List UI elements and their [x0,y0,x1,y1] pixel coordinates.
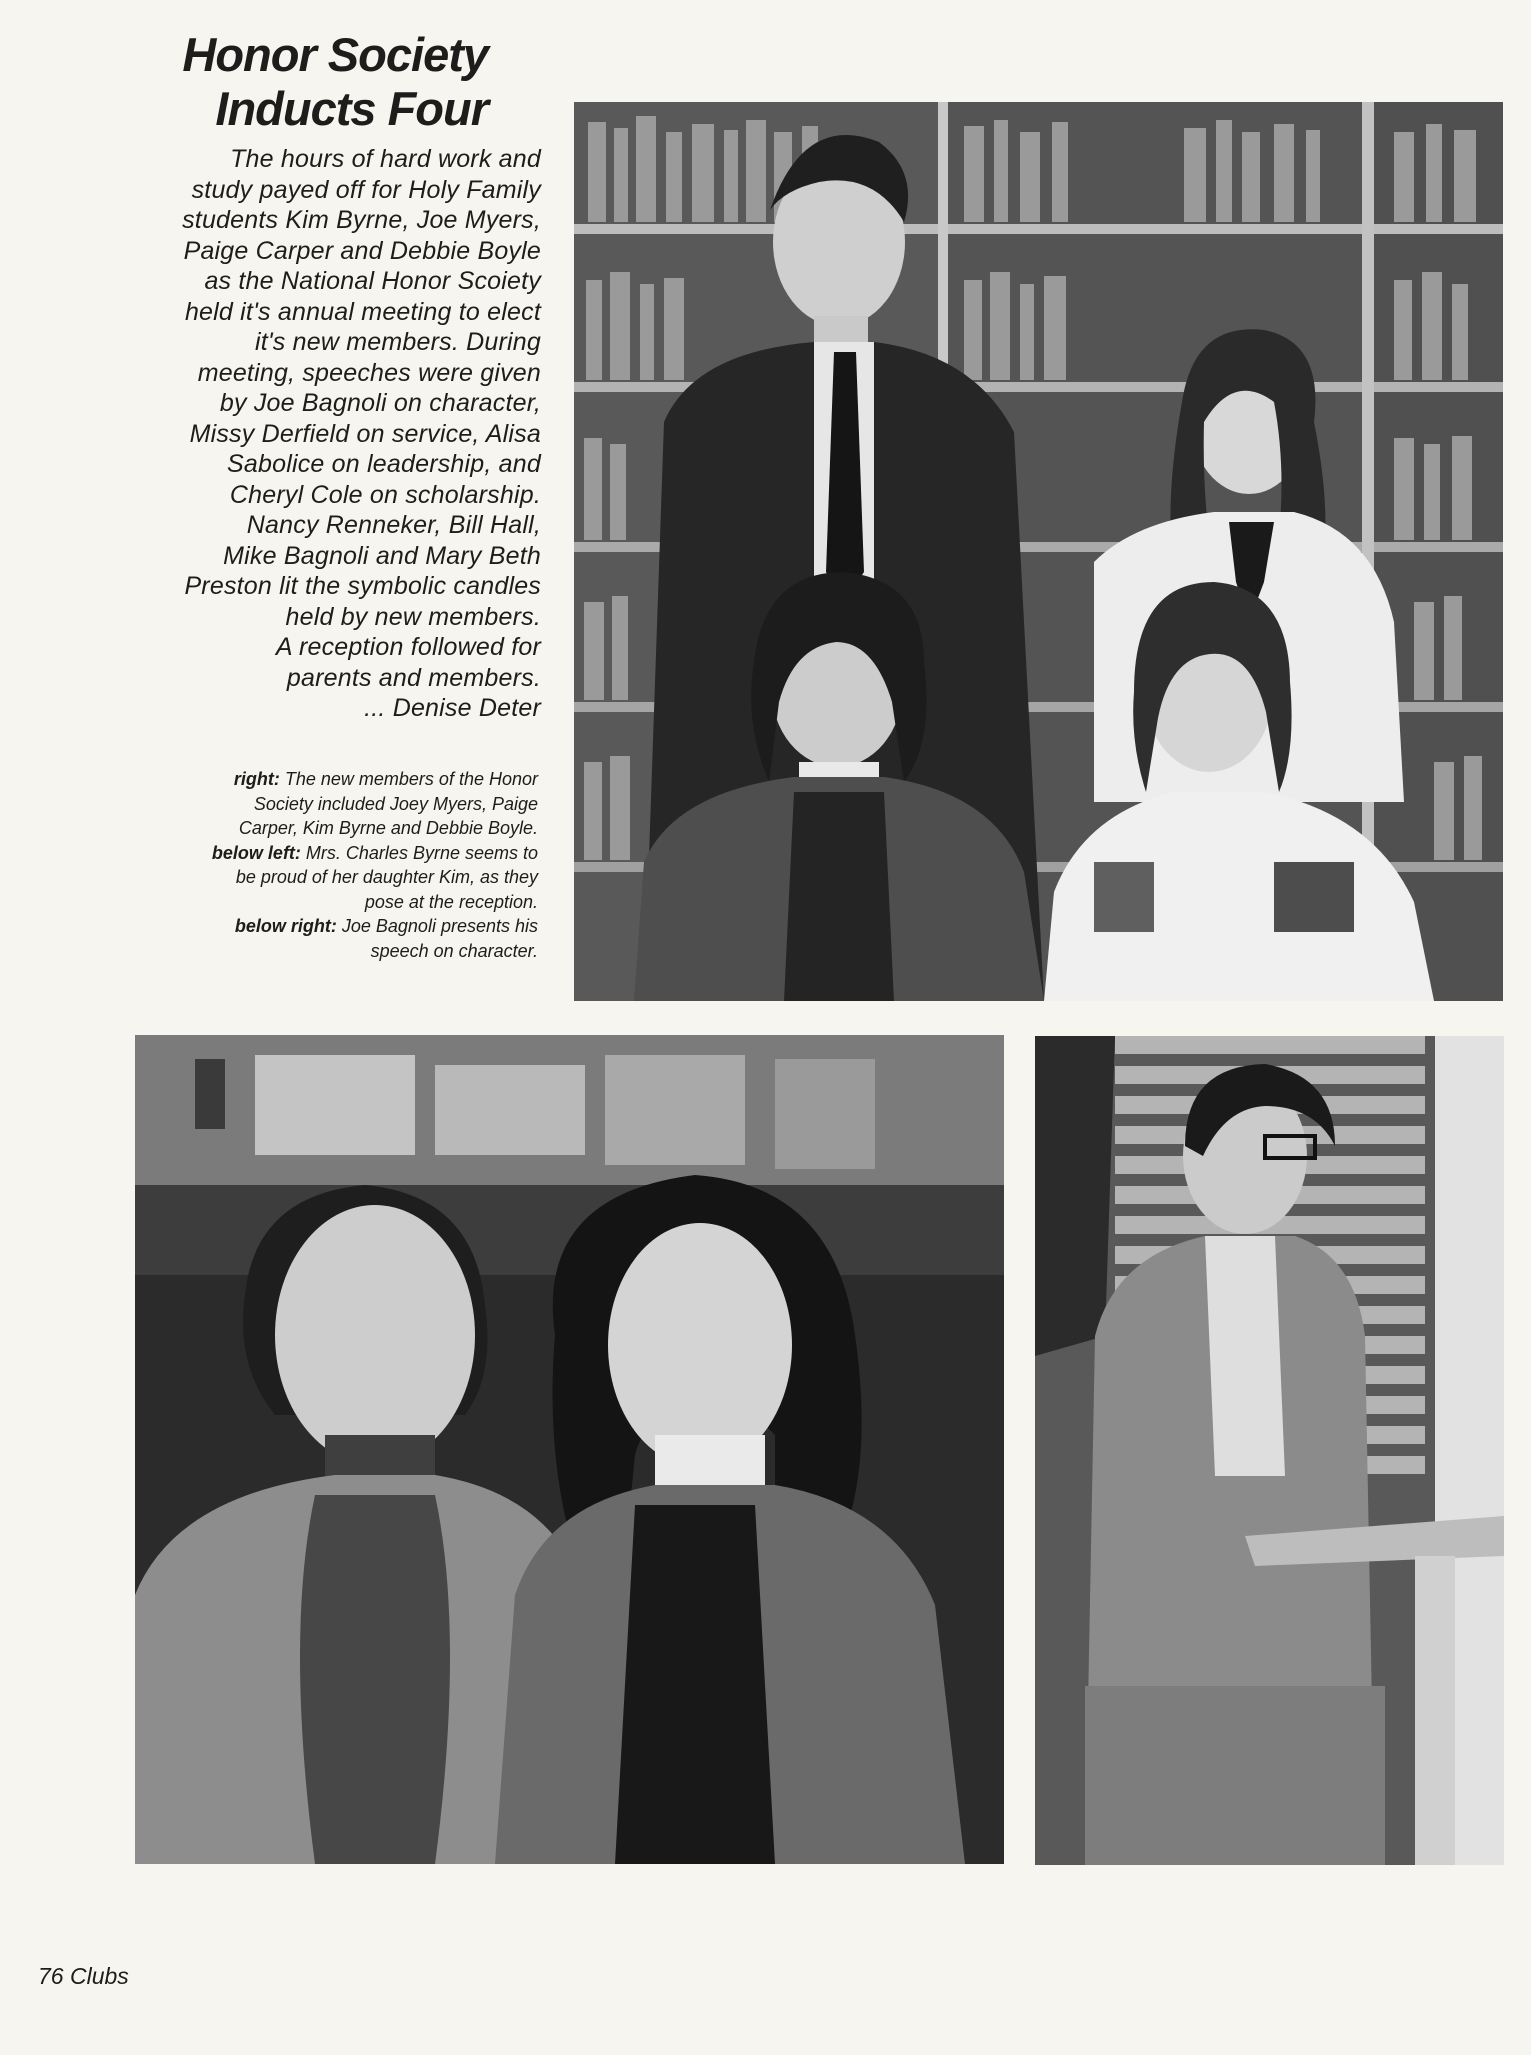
story-line: by Joe Bagnoli on character, [219,389,541,417]
caption-line [68,767,538,792]
caption-text: speech on character. [370,940,538,961]
story-line: held it's annual meeting to elect [184,297,541,326]
caption-line [68,816,538,841]
story-line: Preston lit the symbolic candles [184,572,541,600]
caption-text: be proud of her daughter Kim, as they [235,867,538,887]
caption-line [68,792,538,817]
story-line: Cheryl Cole on scholarship. [229,480,541,509]
page-folio: 76 Clubs [38,1963,129,1989]
story-body [71,144,541,724]
caption-text: Joe Bagnoli presents his [336,916,538,936]
caption-line [68,841,538,866]
caption-line [68,939,538,964]
photo-new-members [574,102,1503,1001]
caption-line [68,890,538,915]
caption-line [68,865,538,890]
caption-lead: right: [233,769,280,789]
caption-lead: below left: [211,842,301,863]
story-line: A reception followed for [275,633,541,661]
headline [88,28,488,136]
story-line: as the National Honor Scoiety [204,267,541,295]
caption-text: Carper, Kim Byrne and Debbie Boyle. [238,818,538,838]
story-line: Sabolice on leadership, and [227,450,541,478]
caption-text: pose at the reception. [364,891,538,912]
story-line: Mike Bagnoli and Mary Beth [223,541,541,570]
story-line: students Kim Byrne, Joe Myers, [182,206,541,234]
caption-text: Mrs. Charles Byrne seems to [300,842,538,863]
story-line: Nancy Renneker, Bill Hall, [246,511,541,539]
story-line: parents and members. [286,663,541,692]
caption-text: Society included Joey Myers, Paige [253,793,538,814]
story-line: Missy Derfield on service, Alisa [189,419,541,448]
photo-mother-daughter [135,1035,1004,1864]
caption-lead: below right: [234,916,337,936]
story-line: study payed off for Holy Family [191,175,541,204]
headline-line-2: Inducts Four [215,82,488,135]
story-line: The hours of hard work and [230,145,541,173]
story-line: held by new members. [285,602,541,631]
headline-line-1: Honor Society [182,28,488,81]
photo-speech-podium [1035,1036,1504,1865]
story-line: meeting, speeches were given [197,358,541,387]
caption-line [68,914,538,939]
story-line: Paige Carper and Debbie Boyle [183,236,541,265]
story-byline: ... Denise Deter [364,694,541,722]
story-line: it's new members. During [254,328,541,356]
caption-text: The new members of the Honor [279,769,538,789]
photo-captions [68,767,538,963]
